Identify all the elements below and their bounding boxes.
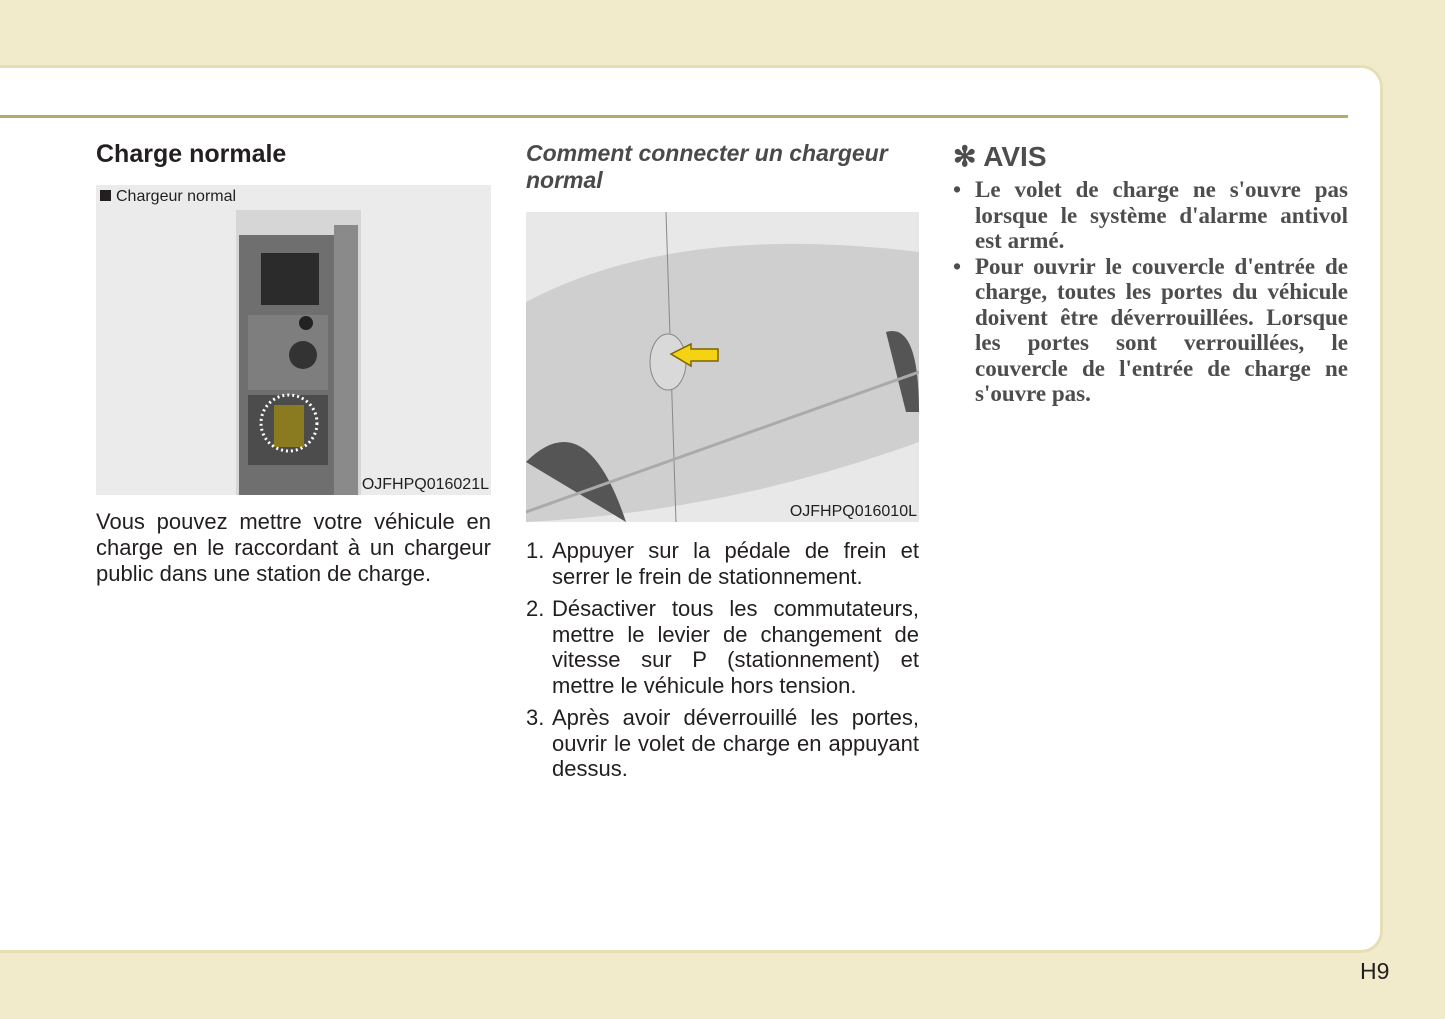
step-text: Après avoir déverrouillé les portes, ouvrir le volet de charge en appuyant dessus. — [552, 705, 919, 781]
notice-heading — [953, 140, 1348, 173]
step-number: 3. — [526, 705, 545, 730]
bullet-icon: • — [953, 253, 962, 279]
notice-title: AVIS — [983, 141, 1047, 172]
subsection-title: Comment connecter un chargeur normal — [526, 140, 888, 193]
figure-code: OJFHPQ016010L — [789, 503, 917, 520]
column-avis — [953, 140, 1348, 407]
notice-text: Pour ouvrir le couvercle d'entrée de charge, toutes les portes du véhicule doivent être déverrouillées. Lorsque les portes sont verrouillées, le couvercle de l'entrée de charge ne s'ouvre pas. — [975, 253, 1348, 406]
notice-item — [953, 254, 1348, 407]
notice-text: Le volet de charge ne s'ouvre pas lorsque le système d'alarme antivol est armé. — [975, 177, 1348, 253]
figure-code: OJFHPQ016021L — [361, 476, 489, 493]
charger-station-icon — [96, 185, 491, 495]
body-text: Vous pouvez mettre votre véhicule en charge en le raccordant à un chargeur public dans une station de charge. — [96, 509, 491, 586]
column-charge-normale — [96, 140, 491, 587]
steps-list — [526, 538, 919, 782]
step-item — [526, 538, 919, 589]
page-number: H9 — [1360, 958, 1390, 984]
caption-text: Chargeur normal — [116, 188, 237, 205]
car-icon — [526, 212, 919, 522]
step-item — [526, 705, 919, 782]
notice-list — [953, 177, 1348, 407]
step-number: 2. — [526, 596, 545, 621]
charger-illustration — [96, 185, 491, 495]
step-text: Désactiver tous les commutateurs, mettre le levier de changement de vitesse sur P (stationnement) et mettre le véhicule hors tension. — [552, 596, 919, 698]
bullet-icon: • — [953, 177, 962, 202]
step-number: 1. — [526, 538, 545, 563]
notice-item — [953, 177, 1348, 254]
section-title: Charge normale — [96, 140, 287, 168]
car-charge-door-illustration — [526, 212, 919, 522]
step-text: Appuyer sur la pédale de frein et serrer le frein de stationnement. — [552, 538, 919, 589]
column-connect — [526, 140, 919, 789]
header-rule — [0, 115, 1348, 118]
step-item — [526, 596, 919, 698]
asterisk-icon: ✻ — [953, 141, 977, 172]
